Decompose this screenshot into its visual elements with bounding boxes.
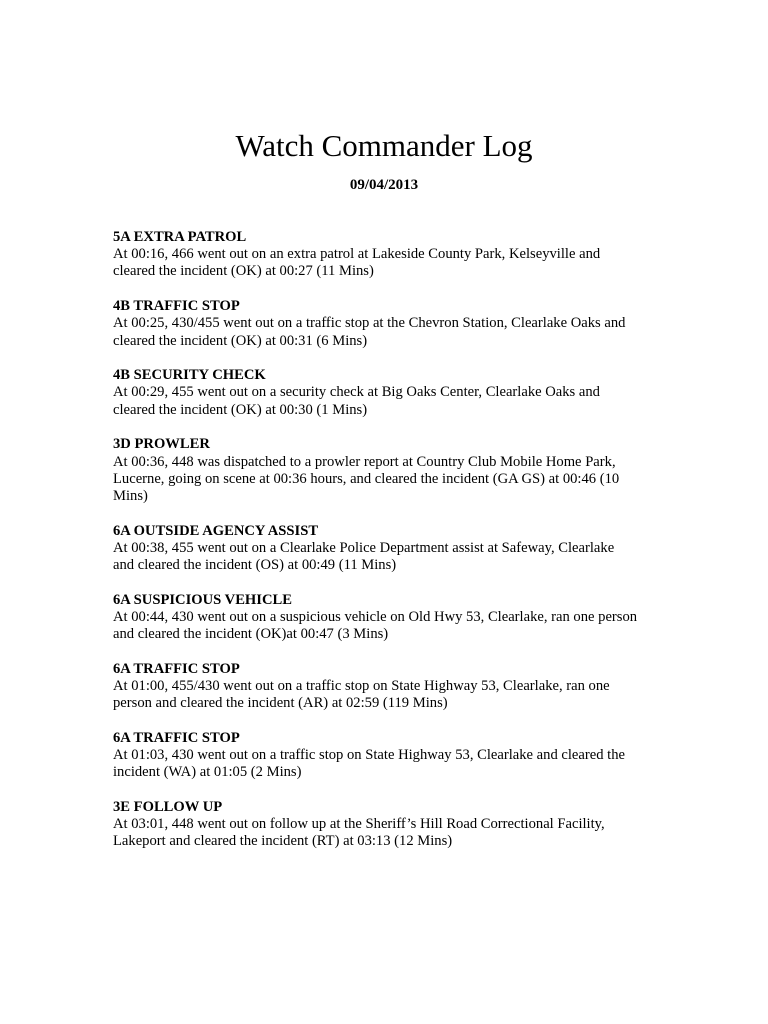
entry-body [113,246,673,280]
entry-body [113,678,673,712]
entry-body [113,609,673,643]
entry-text-line: At 00:25, 430/455 went out on a traffic stop at the Chevron Station, Clearlake Oaks and [113,315,626,332]
entry-text-line: and cleared the incident (OS) at 00:49 (11 Mins) [113,557,397,574]
entry-heading: 3E FOLLOW UP [113,799,223,816]
entry-text-line: At 00:38, 455 went out on a Clearlake Police Department assist at Safeway, Clearlake [113,539,615,556]
entry-text-line: At 00:29, 455 went out on a security check at Big Oaks Center, Clearlake Oaks and [113,384,600,401]
log-entry [113,367,673,419]
log-entry [113,523,673,575]
entry-heading: 6A SUSPICIOUS VEHICLE [113,591,292,608]
entry-body [113,747,673,781]
entry-heading: 6A TRAFFIC STOP [113,729,240,746]
entry-text-line: person and cleared the incident (AR) at 02:59 (119 Mins) [113,695,448,712]
entry-text-line: At 01:00, 455/430 went out on a traffic stop on State Highway 53, Clearlake, ran one [113,678,610,695]
entry-body [113,540,673,574]
entry-heading: 6A TRAFFIC STOP [113,660,240,677]
entry-heading: 5A EXTRA PATROL [113,229,247,245]
log-entry [113,799,673,851]
entry-text-line: Lakeport and cleared the incident (RT) at 03:13 (12 Mins) [113,833,453,850]
document-title: Watch Commander Log [235,128,533,163]
log-entry [113,592,673,644]
entry-heading: 4B SECURITY CHECK [113,367,266,384]
entry-text-line: cleared the incident (OK) at 00:27 (11 Mins) [113,263,374,280]
entry-heading: 6A OUTSIDE AGENCY ASSIST [113,522,319,539]
log-entry [113,298,673,350]
entry-body [113,384,673,418]
entry-text-line: cleared the incident (OK) at 00:30 (1 Mins) [113,401,368,418]
entry-body [113,454,673,506]
entry-text-line: Lucerne, going on scene at 00:36 hours, and cleared the incident (GA GS) at 00:46 (10 [113,470,620,487]
log-entry [113,730,673,782]
log-entry [113,229,673,281]
entry-heading: 4B TRAFFIC STOP [113,298,240,315]
entry-text-line: At 01:03, 430 went out on a traffic stop on State Highway 53, Clearlake and cleared the [113,747,625,764]
log-entry [113,661,673,713]
entry-body [113,315,673,349]
entry-text-line: incident (WA) at 01:05 (2 Mins) [113,764,302,781]
entry-body [113,816,673,850]
entry-text-line: and cleared the incident (OK)at 00:47 (3 Mins) [113,626,389,643]
log-entries [113,229,673,868]
entry-text-line: cleared the incident (OK) at 00:31 (6 Mins) [113,332,368,349]
entry-text-line: At 00:36, 448 was dispatched to a prowler report at Country Club Mobile Home Park, [113,453,616,470]
entry-text-line: At 03:01, 448 went out on follow up at the Sheriff’s Hill Road Correctional Facility, [113,816,605,833]
entry-heading: 3D PROWLER [113,436,210,453]
entry-text-line: Mins) [113,487,148,504]
log-entry [113,436,673,505]
document-date: 09/04/2013 [349,177,419,193]
entry-text-line: At 00:44, 430 went out on a suspicious vehicle on Old Hwy 53, Clearlake, ran one person [113,608,638,625]
entry-text-line: At 00:16, 466 went out on an extra patrol at Lakeside County Park, Kelseyville and [113,246,601,263]
